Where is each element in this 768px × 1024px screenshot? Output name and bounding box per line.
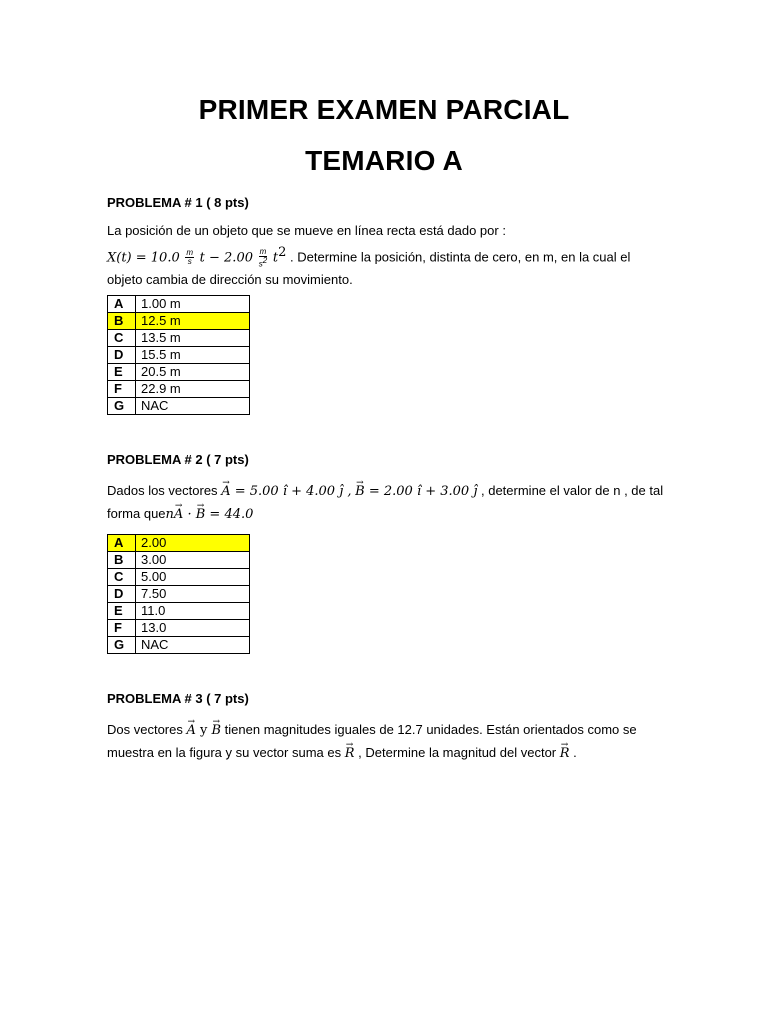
problem-2-option-row bbox=[108, 569, 250, 586]
vector-a: → A bbox=[174, 504, 183, 526]
option-value: 7.50 bbox=[136, 586, 250, 603]
problem-3-text-2: tienen magnitudes iguales de 12.7 unidades. Están orientados como se bbox=[221, 722, 637, 737]
problem-2-text-c: forma que bbox=[107, 506, 166, 521]
option-value: 22.9 m bbox=[136, 381, 250, 398]
exam-title: PRIMER EXAMEN PARCIAL bbox=[198, 94, 570, 125]
problem-1-equation-line bbox=[107, 242, 667, 269]
problem-2-option-row bbox=[108, 586, 250, 603]
vector-r: → R bbox=[560, 743, 570, 765]
option-value: 13.5 m bbox=[136, 330, 250, 347]
problem-3-line1 bbox=[107, 719, 667, 742]
unit-denominator: s bbox=[187, 257, 192, 267]
option-letter: B bbox=[108, 552, 136, 569]
option-value: 1.00 m bbox=[136, 296, 250, 313]
problem-2-option-row bbox=[108, 535, 250, 552]
problem-1-statement bbox=[107, 220, 667, 291]
problem-3-statement bbox=[107, 719, 667, 765]
vector-a: → A bbox=[221, 481, 230, 503]
problem-1-option-row bbox=[108, 313, 250, 330]
unit-exponent: 2 bbox=[262, 255, 268, 265]
problem-1-heading: PROBLEMA # 1 ( 8 pts) bbox=[107, 195, 249, 210]
option-letter: C bbox=[108, 330, 136, 347]
option-value: 20.5 m bbox=[136, 364, 250, 381]
vector-a-components: = 5.00 î + 4.00 ĵ , bbox=[230, 484, 352, 499]
option-value: NAC bbox=[136, 398, 250, 415]
conjunction: y bbox=[195, 723, 212, 738]
problem-2-text-b: , determine el valor de n , de tal bbox=[481, 483, 664, 498]
problem-1-line3: objeto cambia de dirección su movimiento. bbox=[107, 272, 353, 288]
option-value: 15.5 m bbox=[136, 347, 250, 364]
problem-2-line2 bbox=[107, 503, 667, 526]
problem-3-line2 bbox=[107, 742, 667, 765]
problem-2-line1 bbox=[107, 480, 667, 503]
problem-1-intro: La posición de un objeto que se mueve en línea recta está dado por : bbox=[107, 223, 506, 238]
unit-denominator-base: s bbox=[258, 259, 263, 269]
unit-fraction-m-s2 bbox=[259, 248, 268, 269]
unit-fraction-m-s bbox=[185, 249, 194, 266]
problem-3-heading: PROBLEMA # 3 ( 7 pts) bbox=[107, 691, 249, 706]
problem-3-text-3: muestra en la figura y su vector suma es bbox=[107, 745, 342, 760]
option-letter: E bbox=[108, 603, 136, 620]
problem-2-option-row bbox=[108, 620, 250, 637]
option-value: NAC bbox=[136, 637, 250, 654]
problem-1-options-table bbox=[107, 295, 250, 415]
option-letter: G bbox=[108, 637, 136, 654]
problem-2-option-row bbox=[108, 603, 250, 620]
problem-3-text-5: . bbox=[569, 745, 577, 760]
option-letter: A bbox=[108, 535, 136, 552]
option-value: 11.0 bbox=[136, 603, 250, 620]
vector-a: → A bbox=[187, 720, 196, 742]
option-letter: E bbox=[108, 364, 136, 381]
equation-lhs: X(t) = 10.0 bbox=[107, 250, 180, 266]
option-value: 13.0 bbox=[136, 620, 250, 637]
t-exponent: 2 bbox=[278, 245, 287, 260]
option-letter: D bbox=[108, 586, 136, 603]
problem-3-text-1: Dos vectores bbox=[107, 722, 183, 737]
option-letter: G bbox=[108, 398, 136, 415]
equation-end: t bbox=[272, 250, 279, 266]
problem-2-options-table bbox=[107, 534, 250, 654]
option-letter: F bbox=[108, 620, 136, 637]
option-letter: F bbox=[108, 381, 136, 398]
problem-2-option-row bbox=[108, 552, 250, 569]
option-letter: B bbox=[108, 313, 136, 330]
vector-r: → R bbox=[345, 743, 355, 765]
vector-b: → B bbox=[212, 720, 222, 742]
option-letter: C bbox=[108, 569, 136, 586]
problem-1-option-row bbox=[108, 364, 250, 381]
problem-1-option-row bbox=[108, 330, 250, 347]
option-value: 2.00 bbox=[136, 535, 250, 552]
equation-middle: t − 2.00 bbox=[199, 250, 253, 266]
problem-1-option-row bbox=[108, 347, 250, 364]
problem-1-option-row bbox=[108, 296, 250, 313]
problem-1-option-row bbox=[108, 398, 250, 415]
unit-numerator: m bbox=[259, 246, 267, 256]
option-value: 5.00 bbox=[136, 569, 250, 586]
vector-b: → B bbox=[355, 481, 365, 503]
option-value: 3.00 bbox=[136, 552, 250, 569]
unit-denominator bbox=[259, 257, 268, 269]
option-value: 12.5 m bbox=[136, 313, 250, 330]
problem-2-option-row bbox=[108, 637, 250, 654]
exam-subtitle: TEMARIO A bbox=[305, 145, 463, 176]
unit-numerator: m bbox=[186, 248, 194, 258]
problem-2-text-a: Dados los vectores bbox=[107, 483, 218, 498]
problem-1-option-row bbox=[108, 381, 250, 398]
scalar-n: n bbox=[165, 507, 174, 522]
option-letter: D bbox=[108, 347, 136, 364]
problem-3-text-4: , Determine la magnitud del vector bbox=[354, 745, 557, 760]
vector-b-components: = 2.00 î + 3.00 ĵ bbox=[364, 484, 478, 499]
option-letter: A bbox=[108, 296, 136, 313]
vector-b: → B bbox=[196, 504, 206, 526]
problem-1-after-equation: . Determine la posición, distinta de cero, en m, en la cual el bbox=[290, 249, 631, 265]
dot-operator: · bbox=[183, 507, 196, 522]
problem-2-heading: PROBLEMA # 2 ( 7 pts) bbox=[107, 452, 249, 467]
condition-value: = 44.0 bbox=[205, 507, 254, 522]
problem-2-statement bbox=[107, 480, 667, 526]
